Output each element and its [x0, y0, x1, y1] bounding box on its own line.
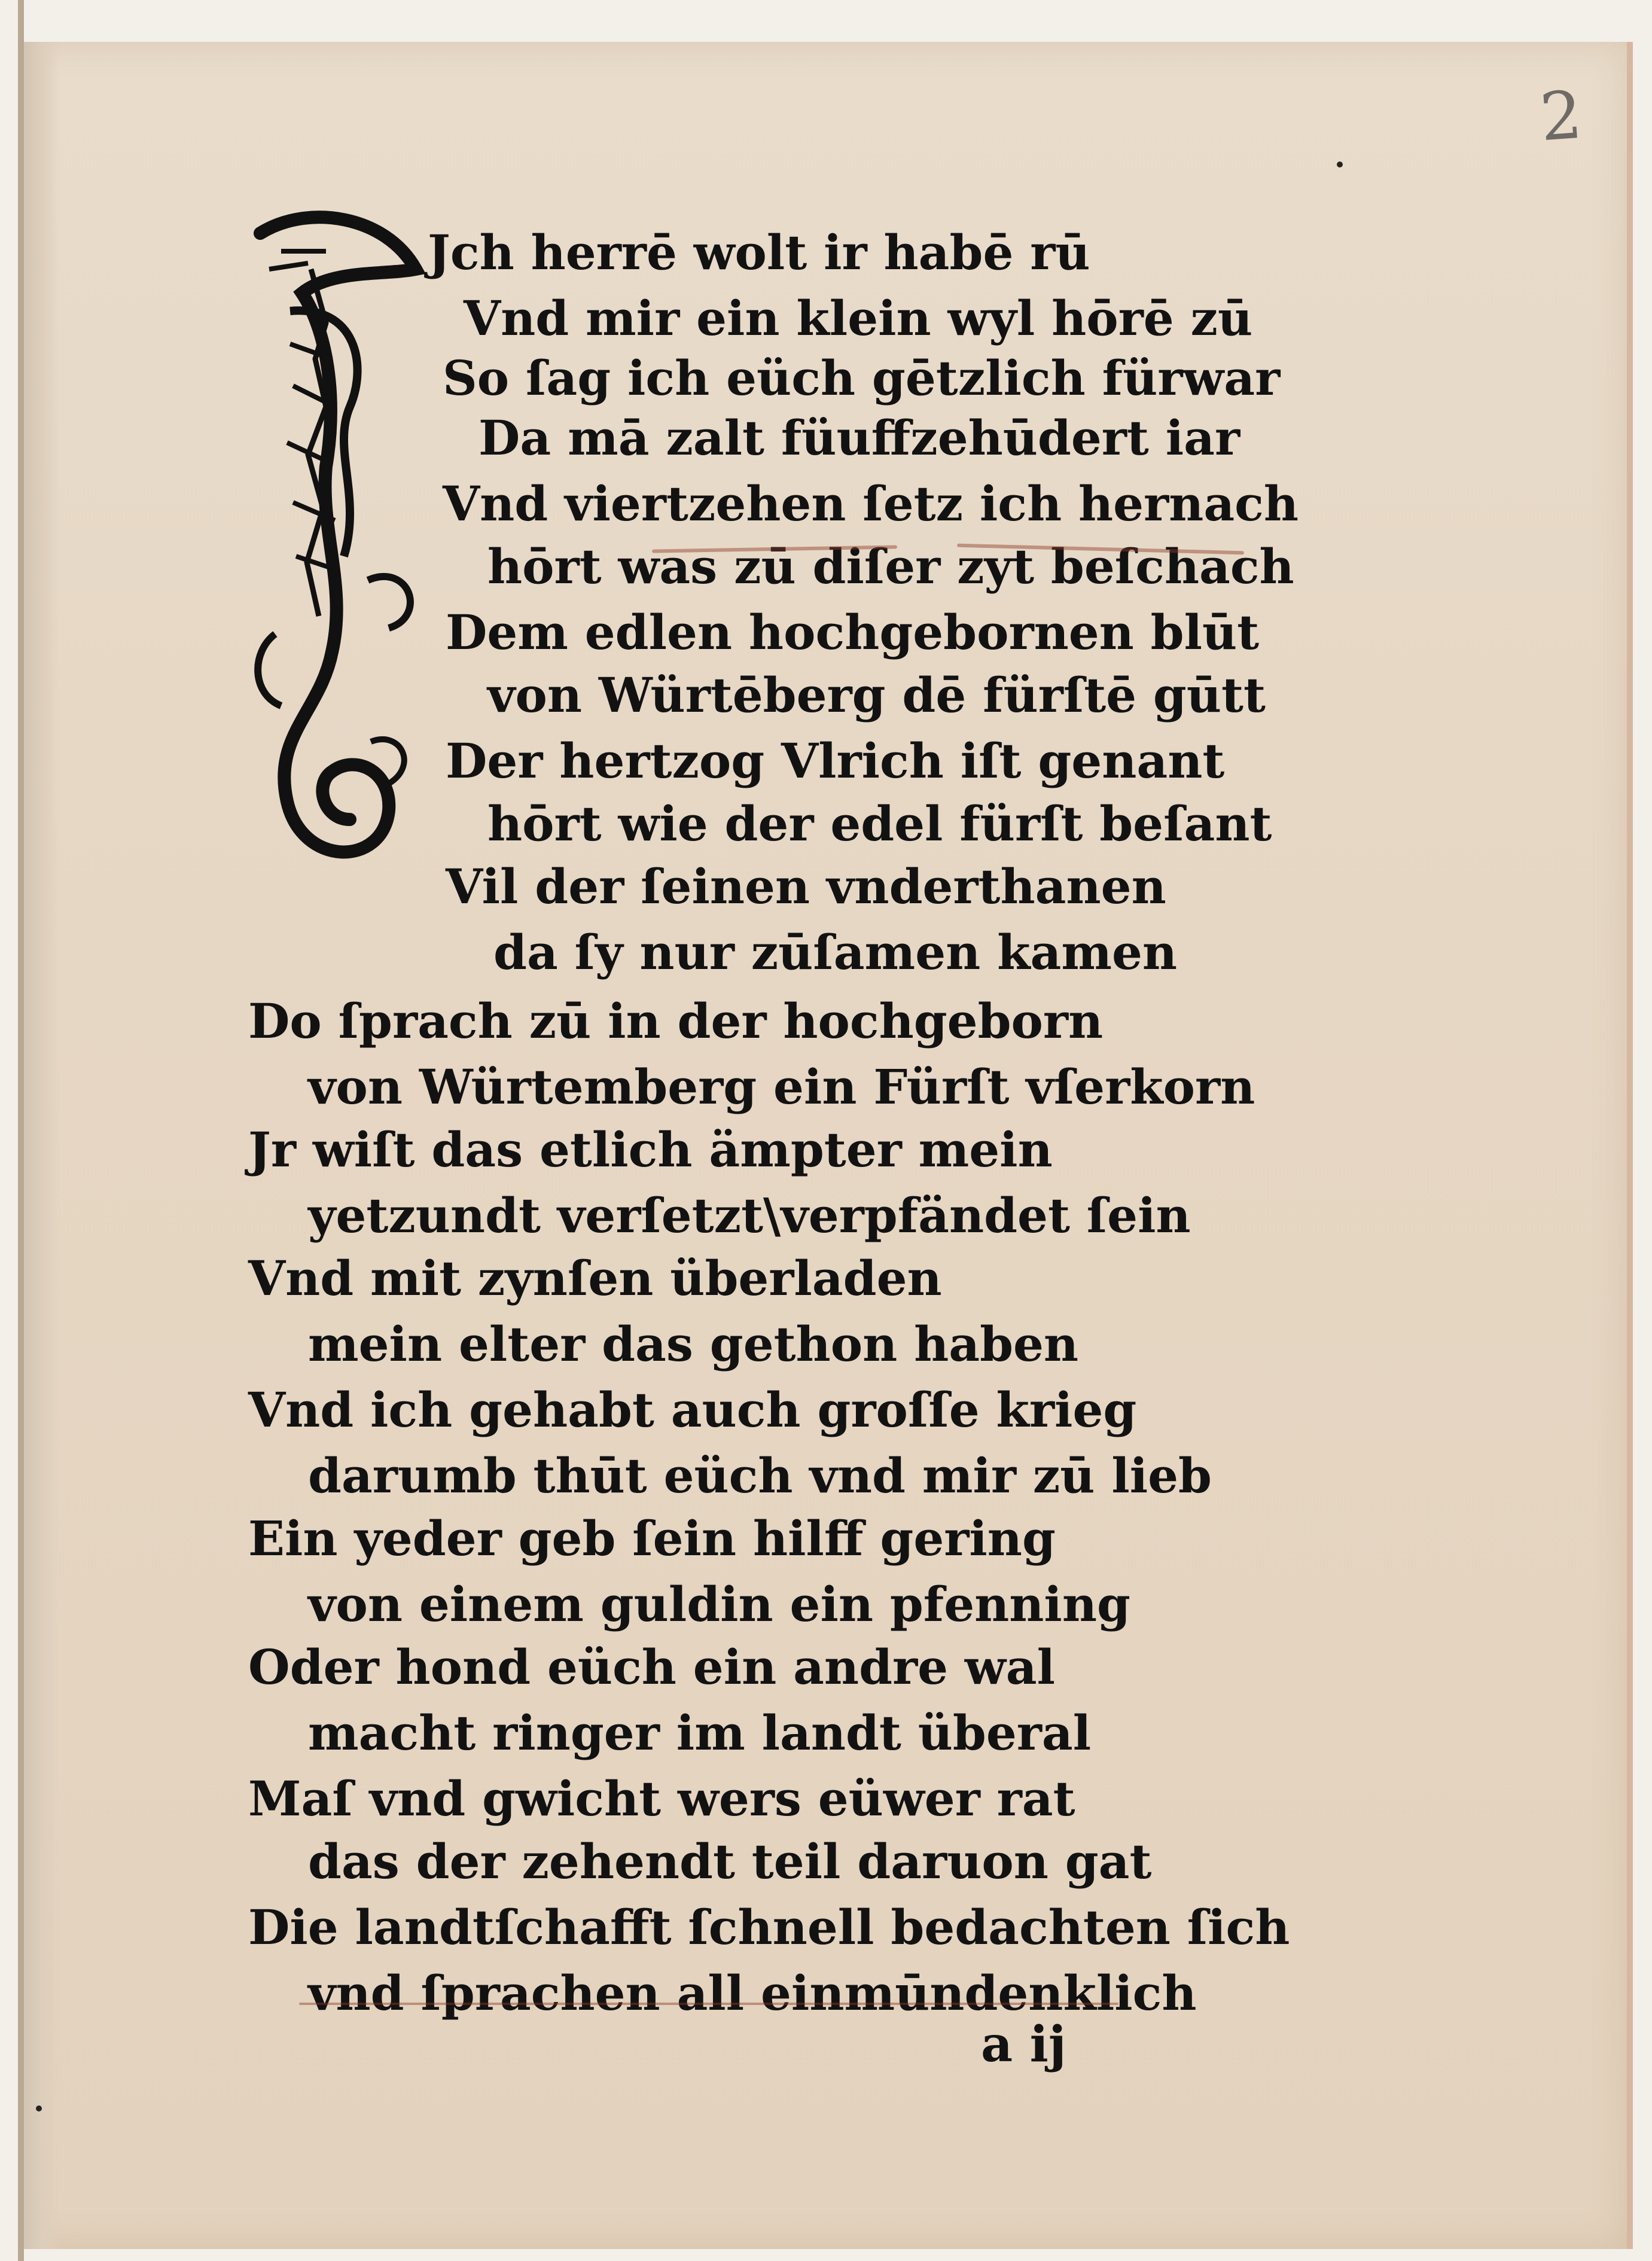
verse-line: Vnd viertzehen ſetz ich hernach: [443, 476, 1299, 532]
ink-speck: [36, 2105, 42, 2111]
verse-line: mein elter das gethon haben: [308, 1316, 1079, 1372]
verse-line: yetzundt verſetzt\verpfändet ſein: [308, 1187, 1191, 1244]
verse-line: Die landtſchafft ſchnell bedachten ſich: [248, 1899, 1290, 1955]
binding-strip: [18, 0, 24, 2261]
verse-line: Dem edlen hochgebornen blūt: [446, 604, 1260, 660]
verse-line: Oder hond eüch ein andre wal: [248, 1639, 1056, 1695]
verse-line: Maſ vnd gwicht wers eüwer rat: [248, 1771, 1075, 1827]
gutter-shadow: [18, 42, 60, 2249]
decorated-initial-icon: [236, 197, 434, 957]
verse-line: vnd ſprachen all einmūndenklich: [308, 1965, 1197, 2021]
verse-line: das der zehendt teil daruon gat: [308, 1833, 1152, 1890]
verse-line: Do ſprach zū in der hochgeborn: [248, 993, 1104, 1049]
verse-line: Da mā zalt füuffzehūdert iar: [478, 410, 1240, 466]
verse-line: hōrt was zū diſer zyt beſchach: [487, 538, 1294, 595]
verse-line: Der hertzog Vlrich iſt genant: [446, 733, 1225, 789]
verse-line: hōrt wie der edel fürſt beſant: [487, 796, 1272, 852]
verse-line: von Würtemberg ein Fürſt vſerkorn: [308, 1059, 1255, 1115]
verse-line: von Würtēberg dē fürſtē gūtt: [487, 667, 1266, 723]
verse-line: da ſy nur zūſamen kamen: [493, 924, 1178, 980]
verse-line: So ſag ich eüch gētzlich fürwar: [443, 350, 1281, 406]
verse-line: Vil der ſeinen vnderthanen: [446, 858, 1166, 915]
signature-mark: a ij: [981, 2016, 1066, 2073]
ink-speck: [1337, 162, 1343, 167]
verse-line: Ein yeder geb ſein hilff gering: [248, 1510, 1056, 1567]
verse-line: von einem guldin ein pfenning: [308, 1576, 1130, 1632]
verse-line: Jr wiſt das etlich ämpter mein: [248, 1122, 1053, 1178]
verse-line: Vnd mir ein klein wyl hōrē zū: [464, 290, 1253, 346]
verse-line: macht ringer im landt überal: [308, 1705, 1092, 1761]
verse-line: Jch herrē wolt ir habē rū: [428, 224, 1090, 281]
verse-line: Vnd ich gehabt auch groſſe krieg: [248, 1382, 1137, 1438]
pencil-underline-mark: [299, 2003, 1118, 2005]
folio-number: 2: [1537, 76, 1585, 156]
verse-line: Vnd mit zynſen überladen: [248, 1250, 942, 1306]
verse-line: darumb thūt eüch vnd mir zū lieb: [308, 1448, 1212, 1504]
